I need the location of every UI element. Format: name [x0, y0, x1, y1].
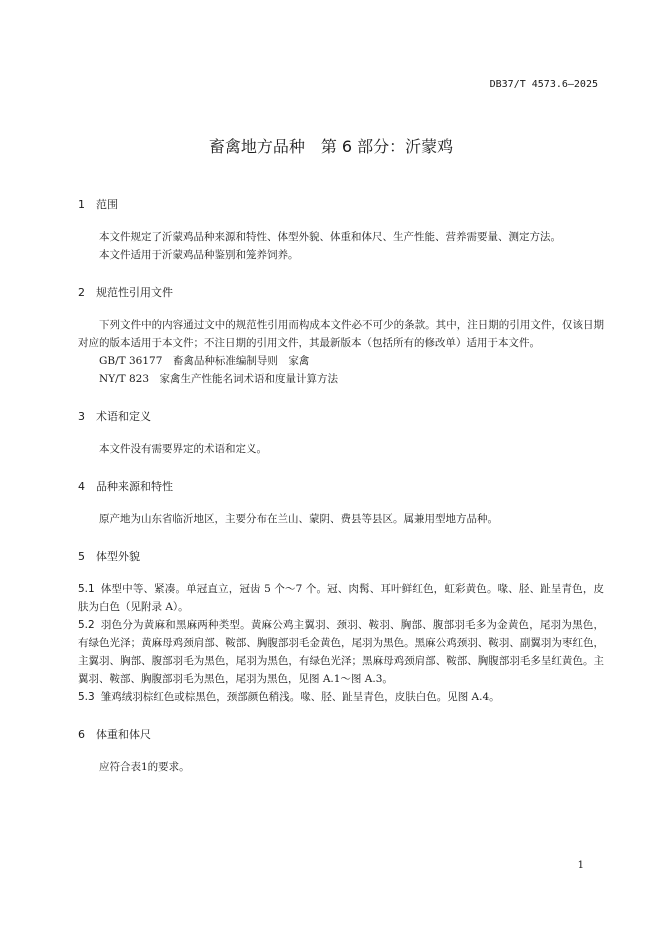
section-3-heading: [78, 408, 604, 426]
clause-number: 5.3: [78, 691, 95, 703]
weight-size-paragraph: 应符合表1的要求。: [99, 761, 190, 773]
section-4-heading: [78, 478, 604, 496]
clause-5-1: [78, 580, 604, 616]
section-title: 体重和体尺: [96, 728, 151, 741]
page-number: 1: [577, 860, 584, 871]
document-code: DB37/T 4573.6—2025: [489, 79, 598, 90]
reference-gbt-36177: GB/T 36177 畜禽品种标准编制导则 家禽: [99, 355, 310, 367]
reference-nyt-823: NY/T 823 家禽生产性能名词术语和度量计算方法: [99, 373, 339, 385]
section-title: 术语和定义: [96, 410, 151, 423]
section-title: 规范性引用文件: [96, 286, 173, 299]
scope-paragraph-1: 本文件规定了沂蒙鸡品种来源和特性、体型外貌、体重和体尺、生产性能、营养需要量、测定方法。: [99, 231, 561, 243]
section-number: 4: [78, 480, 85, 493]
section-title: 范围: [96, 198, 118, 211]
section-6-heading: [78, 726, 604, 744]
clause-text: 体型中等、紧凑。单冠直立，冠齿 5 个～7 个。冠、肉髯、耳叶鲜红色，虹彩黄色。喙、胫、趾呈青色，皮肤为白色（见附录 A）。: [78, 583, 604, 613]
clause-number: 5.2: [78, 619, 95, 631]
clause-text: 雏鸡绒羽棕红色或棕黑色，颈部颜色稍浅。喙、胫、趾呈青色，皮肤白色。见图 A.4。: [100, 691, 500, 703]
section-title: 品种来源和特性: [96, 480, 173, 493]
document-title: 畜禽地方品种 第 6 部分：沂蒙鸡: [208, 137, 454, 156]
clause-number: 5.1: [78, 583, 95, 595]
scope-paragraph-2: 本文件适用于沂蒙鸡品种鉴别和笼养饲养。: [99, 249, 299, 261]
section-title: 体型外貌: [96, 550, 140, 563]
section-number: 1: [78, 198, 85, 211]
section-number: 2: [78, 286, 85, 299]
section-1-heading: [78, 196, 604, 214]
section-number: 5: [78, 550, 85, 563]
section-2-heading: [78, 284, 604, 302]
origin-paragraph: 原产地为山东省临沂地区，主要分布在兰山、蒙阴、费县等县区。属兼用型地方品种。: [99, 513, 498, 525]
document-body: [78, 196, 604, 776]
normative-references-paragraph: 下列文件中的内容通过文中的规范性引用而构成本文件必不可少的条款。其中，注日期的引用文件，仅该日期对应的版本适用于本文件；不注日期的引用文件，其最新版本（包括所有的修改单）适用于本文件。: [78, 319, 604, 349]
section-5-heading: [78, 548, 604, 566]
clause-text: 羽色分为黄麻和黑麻两种类型。黄麻公鸡主翼羽、颈羽、鞍羽、胸部、腹部羽毛多为金黄色，尾羽为黑色，有绿色光泽；黄麻母鸡颈肩部、鞍部、胸腹部羽毛金黄色，尾羽为黑色。黑麻公鸡颈羽、鞍羽、副翼羽为枣红色，主翼羽、胸部、腹部羽毛为黑色，尾羽为黑色，有绿色光泽；黑麻母鸡颈肩部、鞍部、胸腹部羽毛多呈红黄色。主翼羽、鞍部、胸腹部羽毛为黑色，尾羽为黑色，见图 A.1～图 A.3。: [78, 619, 604, 685]
section-number: 3: [78, 410, 85, 423]
clause-5-3: [78, 688, 604, 706]
section-number: 6: [78, 728, 85, 741]
terms-paragraph: 本文件没有需要界定的术语和定义。: [99, 443, 267, 455]
clause-5-2: [78, 616, 604, 688]
